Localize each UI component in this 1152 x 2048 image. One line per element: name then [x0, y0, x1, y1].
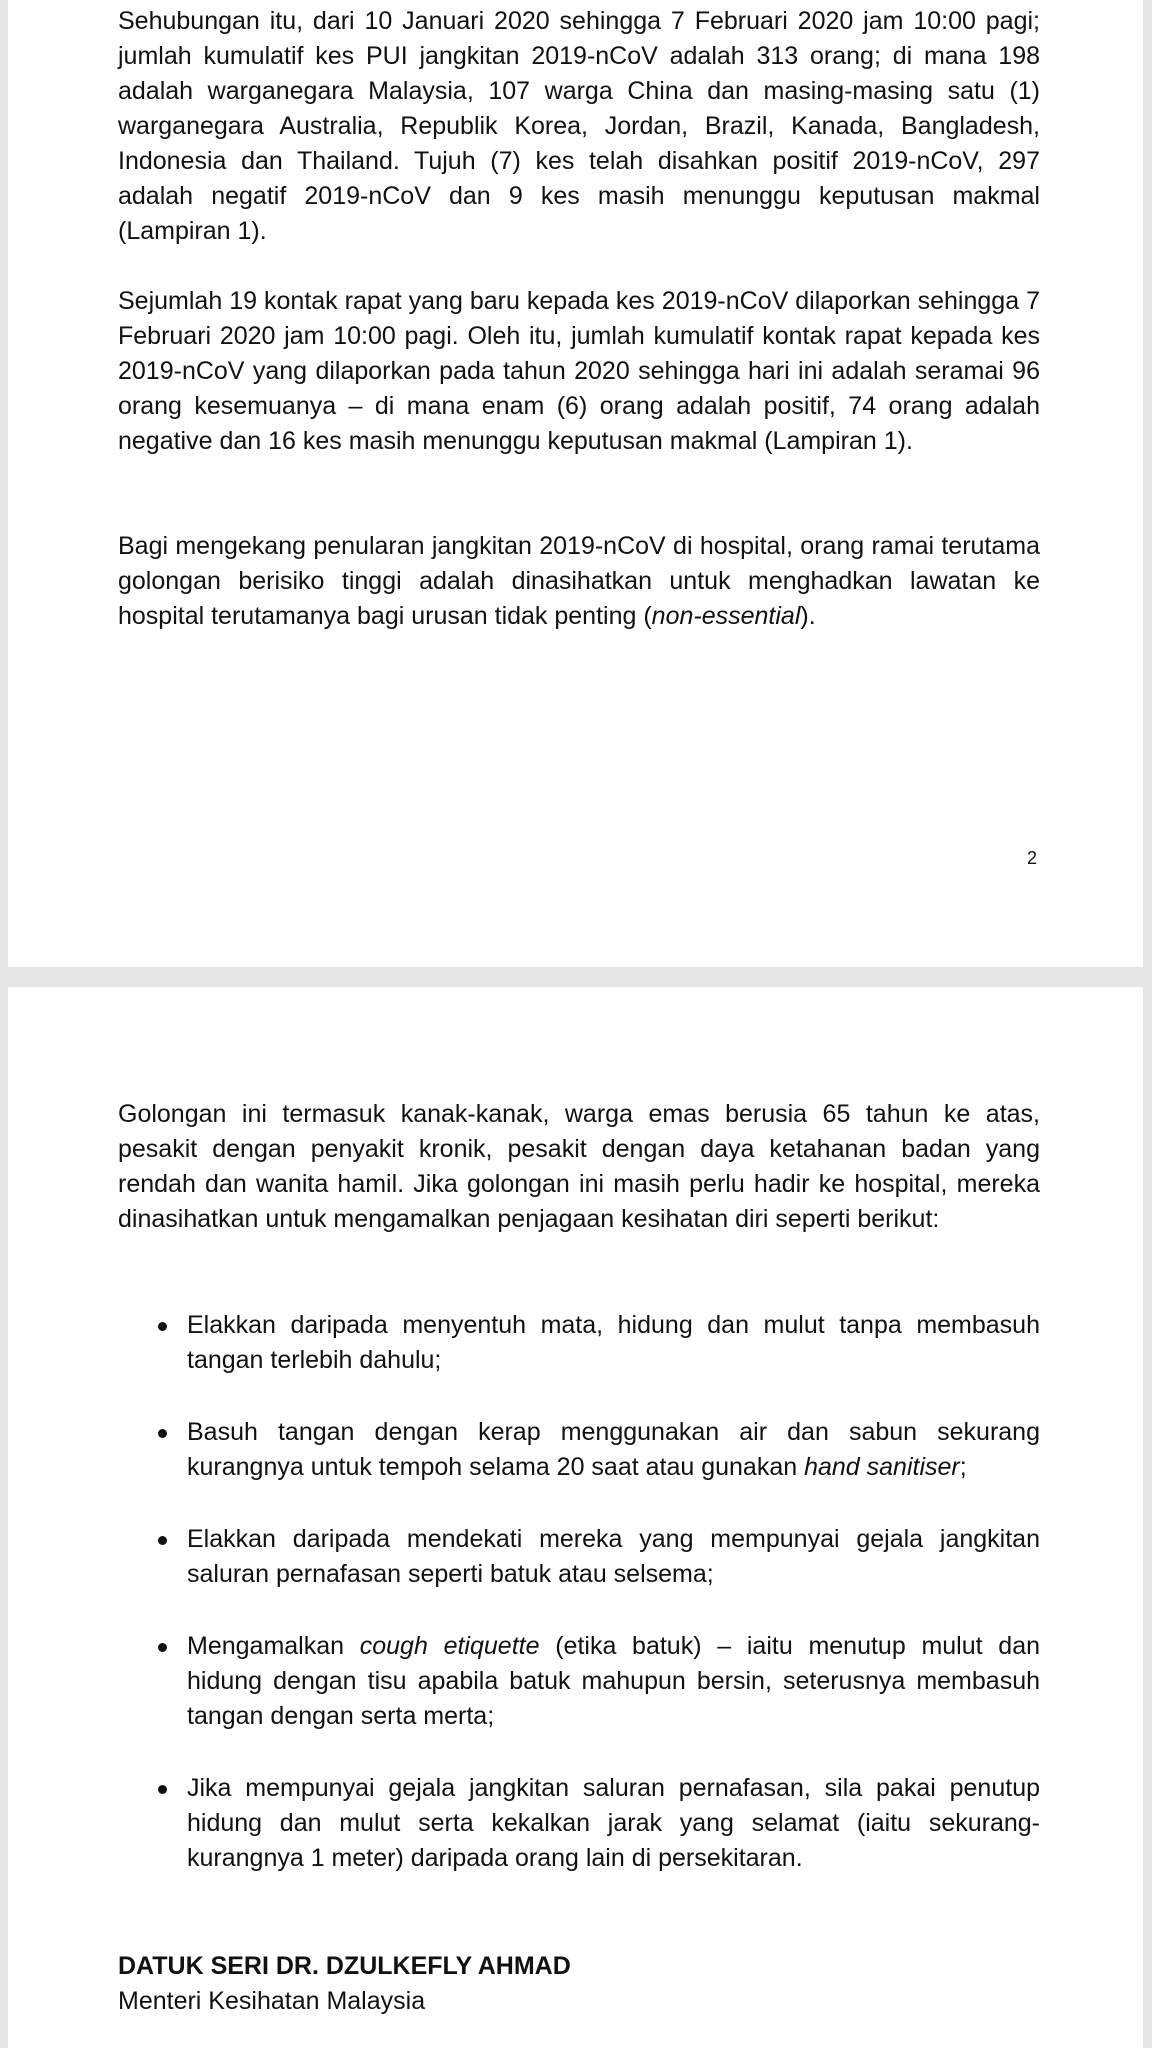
- signatory-title: Menteri Kesihatan Malaysia: [118, 1987, 426, 2015]
- self-care-advice-list: [118, 1308, 1040, 1913]
- bullet-point: [158, 1643, 167, 1652]
- non-essential-term: non-essential: [651, 602, 801, 630]
- list-item: [118, 1415, 1040, 1485]
- list-item: [118, 1629, 1040, 1734]
- bullet-point: [158, 1785, 167, 1794]
- list-item-text-end: (etika batuk) – iaitu menutup mulut dan hidung dengan tisu apabila batuk mahupun bersin, seterusnya membasuh tangan dengan serta merta;: [187, 1632, 1040, 1730]
- paragraph-high-risk-groups: Golongan ini termasuk kanak-kanak, warga emas berusia 65 tahun ke atas, pesakit dengan penyakit kronik, pesakit dengan daya ketahanan badan yang rendah dan wanita hamil. Jika golongan ini masih perlu hadir ke hospital, mereka dinasihatkan untuk mengamalkan penjagaan kesihatan diri seperti berikut:: [118, 1100, 1040, 1233]
- paragraph-close-contacts: Sejumlah 19 kontak rapat yang baru kepada kes 2019-nCoV dilaporkan sehingga 7 Februari 2020 jam 10:00 pagi. Oleh itu, jumlah kumulatif kontak rapat kepada kes 2019-nCoV yang dilaporkan pada tahun 2020 sehingga hari ini adalah seramai 96 orang kesemuanya – di mana enam (6) orang adalah positif, 74 orang adalah negative dan 16 kes masih menunggu keputusan makmal (Lampiran 1).: [118, 287, 1040, 455]
- list-item-italic: hand sanitiser: [804, 1453, 960, 1481]
- bullet-point: [158, 1322, 167, 1331]
- list-item-text: Elakkan daripada mendekati mereka yang mempunyai gejala jangkitan saluran pernafasan seperti batuk atau selsema;: [187, 1525, 1040, 1588]
- list-item: [118, 1771, 1040, 1876]
- bullet-point: [158, 1429, 167, 1438]
- signatory-name: DATUK SERI DR. DZULKEFLY AHMAD: [118, 1952, 571, 1980]
- list-item: [118, 1522, 1040, 1592]
- list-item-text: Basuh tangan dengan kerap menggunakan air dan sabun sekurang kurangnya untuk tempoh selama 20 saat atau gunakan: [187, 1418, 1040, 1481]
- document-page-2: [8, 987, 1143, 2048]
- paragraph-hospital-visits: [118, 529, 1040, 634]
- list-item-text: Elakkan daripada menyentuh mata, hidung dan mulut tanpa membasuh tangan terlebih dahulu;: [187, 1311, 1040, 1374]
- list-item-text-end: ;: [959, 1453, 967, 1481]
- page-number: 2: [1026, 848, 1037, 868]
- paragraph-pui-cumulative-cases: Sehubungan itu, dari 10 Januari 2020 sehingga 7 Februari 2020 jam 10:00 pagi; jumlah kumulatif kes PUI jangkitan 2019-nCoV adalah 313 orang; di mana 198 adalah warganegara Malaysia, 107 warga China dan masing-masing satu (1) warganegara Australia, Republik Korea, Jordan, Brazil, Kanada, Bangladesh, Indonesia dan Thailand. Tujuh (7) kes telah disahkan positif 2019-nCoV, 297 adalah negatif 2019-nCoV dan 9 kes masih menunggu keputusan makmal (Lampiran 1).: [118, 7, 1040, 245]
- list-item-italic: cough etiquette: [359, 1632, 540, 1660]
- list-item-text: Mengamalkan: [187, 1632, 360, 1660]
- hospital-visits-text-end: ).: [800, 602, 816, 630]
- list-item: [118, 1308, 1040, 1378]
- document-page-1: [8, 0, 1143, 967]
- list-item-text: Jika mempunyai gejala jangkitan saluran pernafasan, sila pakai penutup hidung dan mulut serta kekalkan jarak yang selamat (iaitu sekurang-kurangnya 1 meter) daripada orang lain di persekitaran.: [187, 1774, 1040, 1872]
- bullet-point: [158, 1536, 167, 1545]
- hospital-visits-text: Bagi mengekang penularan jangkitan 2019-nCoV di hospital, orang ramai terutama golongan berisiko tinggi adalah dinasihatkan untuk menghadkan lawatan ke hospital terutamanya bagi urusan tidak penting (: [118, 532, 1040, 630]
